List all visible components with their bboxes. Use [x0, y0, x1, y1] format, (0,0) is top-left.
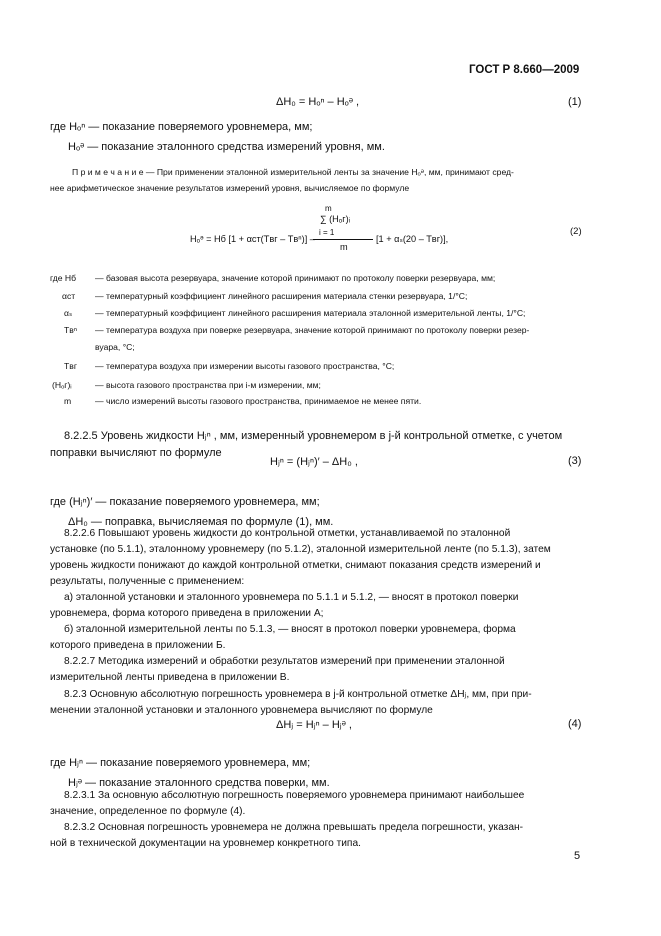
- formula-1-number: (1): [568, 96, 582, 108]
- def-tv-g-text: — температура воздуха при измерении высоты газового пространства, °С;: [95, 361, 395, 371]
- def-h0g-text: — высота газового пространства при i-м измерении, мм;: [95, 380, 321, 390]
- para-823-line2: менении эталонной установки и эталонного уровнемера вычисляют по формуле: [50, 705, 433, 716]
- def-tv-p-text-cont: вуара, °С;: [95, 342, 135, 352]
- para-8232-line1: 8.2.3.2 Основная погрешность уровнемера не должна превышать предела погрешности, указан-: [64, 822, 523, 833]
- para-8227-line2: измерительной ленты приведена в приложении В.: [50, 672, 290, 683]
- formula-2-denominator: m: [340, 242, 348, 252]
- def-alpha-s-text: — температурный коэффициент линейного расширения материала эталонной измерительной ленты, 1/°С;: [95, 308, 526, 318]
- formula-2-sum-body: ∑ (Hₒᴦ)ᵢ: [320, 214, 351, 224]
- para-8232-line2: ной в технической документации на уровнемер конкретного типа.: [50, 838, 361, 849]
- formula-4: ΔHⱼ = Hⱼⁿ – Hⱼᵊ ,: [276, 719, 352, 731]
- def-hb-text: — базовая высота резервуара, значение которой принимают по протоколу поверки резервуара, мм;: [95, 273, 496, 283]
- para-8225-line2: поправки вычисляют по формуле: [50, 447, 222, 459]
- para-8227-line1: 8.2.2.7 Методика измерений и обработки результатов измерений при применении эталонной: [64, 656, 505, 667]
- para-8226-item-a-cont: уровнемера, форма которого приведена в приложении А;: [50, 608, 324, 619]
- para-8225-line1: 8.2.2.5 Уровень жидкости Hⱼⁿ , мм, измеренный уровнемером в j-й контрольной отметке, с учетом: [64, 430, 563, 442]
- formula-3-number: (3): [568, 455, 582, 467]
- note-line2: нее арифметическое значение результатов измерений уровня, вычисляемое по формуле: [50, 183, 410, 193]
- para-8226-item-a: а) эталонной установки и эталонного уровнемера по 5.1.1 и 5.1.2, — вносят в протокол поверки: [64, 592, 519, 603]
- def-tv-p-symbol: Tвⁿ: [64, 325, 77, 335]
- where-4-line2: Hⱼᵊ — показание эталонного средства поверки, мм.: [68, 777, 330, 789]
- formula-2-fraction-line: [313, 239, 373, 240]
- def-h0g-symbol: (Hₒᴦ)ᵢ: [52, 380, 72, 390]
- para-8226-line3: уровень жидкости понижают до каждой контрольной отметки, снимают показания средств измерений и: [50, 560, 541, 571]
- formula-1: ΔH₀ = Hₒⁿ – Hₒᵊ ,: [276, 96, 360, 108]
- para-8226-line2: установке (по 5.1.1), эталонному уровнемеру (по 5.1.2), эталонной измерительной ленте (по 5.1.3), затем: [50, 544, 551, 555]
- para-8231-line1: 8.2.3.1 За основную абсолютную погрешность поверяемого уровнемера принимают наибольшее: [64, 790, 525, 801]
- para-8226-item-b-cont: которого приведена в приложении Б.: [50, 640, 226, 651]
- where-3-line2: ΔH₀ — поправка, вычисляемая по формуле (1), мм.: [68, 516, 334, 528]
- def-tv-g-symbol: Tвᴦ: [64, 361, 77, 371]
- formula-2-sum-bottom: i = 1: [319, 228, 335, 237]
- note-line1: П р и м е ч а н и е — При применении эталонной измерительной ленты за значение Hₒᵊ, мм, принимают сред-: [72, 167, 514, 177]
- where-1-line1: где Hₒⁿ — показание поверяемого уровнемера, мм;: [50, 121, 313, 133]
- formula-2-sum-top: m: [325, 204, 332, 213]
- para-8226-item-b: б) эталонной измерительной ленты по 5.1.3, — вносят в протокол поверки уровнемера, форма: [64, 624, 516, 635]
- def-alpha-st-text: — температурный коэффициент линейного расширения материала стенки резервуара, 1/°С;: [95, 291, 468, 301]
- formula-2-lhs: Hₒᵊ = Hб [1 + αст(Tвᴦ – Tвⁿ)] –: [190, 234, 315, 244]
- para-823-line1: 8.2.3 Основную абсолютную погрешность уровнемера в j-й контрольной отметке ΔHⱼ, мм, при при-: [64, 689, 532, 700]
- para-8226-line1: 8.2.2.6 Повышают уровень жидкости до контрольной отметки, устанавливаемой по эталонной: [64, 528, 511, 539]
- formula-4-number: (4): [568, 718, 582, 730]
- standard-header: ГОСТ Р 8.660—2009: [469, 64, 580, 76]
- def-alpha-st-symbol: αст: [62, 291, 76, 301]
- where-1-line2: Hₒᵊ — показание эталонного средства измерений уровня, мм.: [68, 141, 385, 153]
- para-8226-line4: результаты, полученные с применением:: [50, 576, 245, 587]
- where-3-line1: где (Hⱼⁿ)′ — показание поверяемого уровнемера, мм;: [50, 496, 320, 508]
- def-tv-p-text: — температура воздуха при поверке резервуара, значение которой принимают по протоколу поверки резер-: [95, 325, 530, 335]
- para-8231-line2: значение, определенное по формуле (4).: [50, 806, 246, 817]
- def-hb-symbol: где Hб: [50, 273, 77, 283]
- page-number: 5: [574, 850, 581, 862]
- def-m-text: — число измерений высоты газового пространства, принимаемое не менее пяти.: [95, 396, 422, 406]
- where-4-line1: где Hⱼⁿ — показание поверяемого уровнемера, мм;: [50, 757, 311, 769]
- def-m-symbol: m: [64, 396, 72, 406]
- def-alpha-s-symbol: αₛ: [64, 308, 73, 318]
- formula-2-rhs: [1 + αₛ(20 – Tвᴦ)],: [376, 234, 449, 244]
- formula-2-number: (2): [570, 226, 582, 237]
- formula-3: Hⱼⁿ = (Hⱼⁿ)′ – ΔH₀ ,: [270, 456, 358, 468]
